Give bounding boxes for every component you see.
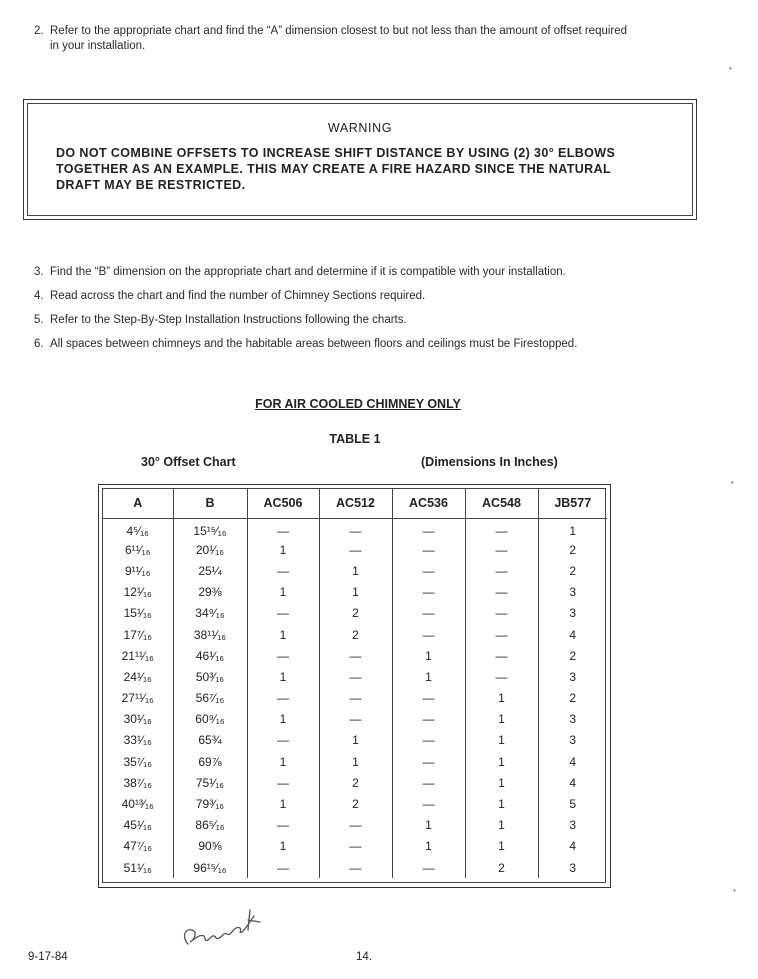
table-cell: — bbox=[392, 857, 465, 878]
table-cell: — bbox=[247, 560, 319, 581]
table-cell: 1 bbox=[465, 751, 538, 772]
table-cell: — bbox=[247, 518, 319, 539]
table-cell: — bbox=[465, 624, 538, 645]
table-cell: — bbox=[319, 709, 392, 730]
table-cell: 27¹¹⁄₁₆ bbox=[103, 688, 173, 709]
warning-text bbox=[56, 145, 676, 193]
step-5 bbox=[34, 313, 407, 328]
table-cell: 1 bbox=[465, 836, 538, 857]
table-row bbox=[103, 815, 607, 836]
table-cell: — bbox=[247, 815, 319, 836]
table-cell: — bbox=[392, 582, 465, 603]
table-cell: 1 bbox=[392, 645, 465, 666]
table-cell: 30¹⁄₁₆ bbox=[103, 709, 173, 730]
table-cell: 2 bbox=[569, 542, 577, 557]
step-text: All spaces between chimneys and the habitable areas between floors and ceilings must be Firestopped. bbox=[50, 338, 578, 350]
table-cell: — bbox=[392, 793, 465, 814]
table-row bbox=[103, 518, 607, 539]
table-cell: 1 bbox=[247, 793, 319, 814]
column-header: B bbox=[173, 489, 247, 518]
table-cell: 56⁷⁄₁₆ bbox=[173, 688, 247, 709]
scan-mark: • bbox=[729, 64, 732, 73]
table-cell: 3 bbox=[569, 606, 577, 621]
table-cell: 1 bbox=[392, 836, 465, 857]
table-cell: 1 bbox=[319, 582, 392, 603]
signature-drawing bbox=[178, 900, 264, 952]
table-cell: 1 bbox=[465, 772, 538, 793]
table-cell: 2 bbox=[569, 648, 577, 663]
handwritten-signature bbox=[178, 900, 264, 957]
table-cell: 3 bbox=[569, 669, 577, 684]
table-row bbox=[103, 709, 607, 730]
table-cell: — bbox=[392, 709, 465, 730]
section-title bbox=[0, 397, 716, 411]
column-header: A bbox=[103, 489, 173, 518]
table-cell: — bbox=[392, 603, 465, 624]
table-cell: 2 bbox=[319, 793, 392, 814]
table-row bbox=[103, 730, 607, 751]
table-cell: 69⅞ bbox=[173, 751, 247, 772]
table-cell: — bbox=[392, 624, 465, 645]
table-cell: — bbox=[247, 688, 319, 709]
table-cell: 1 bbox=[247, 836, 319, 857]
table-cell: 3 bbox=[569, 860, 577, 875]
table-row bbox=[103, 539, 607, 560]
table-cell: — bbox=[392, 688, 465, 709]
column-header: JB577 bbox=[538, 489, 607, 518]
offset-table-frame bbox=[98, 484, 611, 888]
table-body bbox=[103, 518, 607, 878]
table-cell: — bbox=[247, 645, 319, 666]
table-cell: 1 bbox=[465, 709, 538, 730]
table-row bbox=[103, 560, 607, 581]
page-number: 14. bbox=[356, 951, 372, 963]
table-cell: 51¹⁄₁₆ bbox=[103, 857, 173, 878]
table-cell: 1 bbox=[247, 751, 319, 772]
table-cell: 1 bbox=[319, 730, 392, 751]
table-cell: 4 bbox=[569, 839, 577, 854]
table-row bbox=[103, 793, 607, 814]
table-cell: 1 bbox=[465, 815, 538, 836]
step-number: 5. bbox=[34, 314, 44, 326]
step-number: 4. bbox=[34, 290, 44, 302]
table-row bbox=[103, 857, 607, 878]
column-header: AC512 bbox=[319, 489, 392, 518]
table-cell: 1 bbox=[392, 815, 465, 836]
table-cell: — bbox=[247, 730, 319, 751]
table-cell: 1 bbox=[319, 751, 392, 772]
table-cell: 47⁷⁄₁₆ bbox=[103, 836, 173, 857]
warning-line: TOGETHER AS AN EXAMPLE. THIS MAY CREATE A FIRE HAZARD SINCE THE NATURAL bbox=[56, 162, 612, 176]
table-cell: 4⁵⁄₁₆ bbox=[103, 518, 173, 539]
table-row bbox=[103, 666, 607, 687]
scan-mark: • bbox=[731, 478, 734, 487]
table-cell: 34⁹⁄₁₆ bbox=[173, 603, 247, 624]
step-number: 3. bbox=[34, 266, 44, 278]
table-cell: 1 bbox=[465, 688, 538, 709]
table-cell: 15¹⁵⁄₁₆ bbox=[173, 518, 247, 539]
table-cell: — bbox=[392, 518, 465, 539]
table-cell: 38¹¹⁄₁₆ bbox=[173, 624, 247, 645]
warning-line: DO NOT COMBINE OFFSETS TO INCREASE SHIFT DISTANCE BY USING (2) 30° ELBOWS bbox=[56, 146, 616, 160]
table-cell: 1 bbox=[247, 582, 319, 603]
table-cell: 96¹⁵⁄₁₆ bbox=[173, 857, 247, 878]
step-2 bbox=[34, 24, 627, 54]
table-cell: 35⁷⁄₁₆ bbox=[103, 751, 173, 772]
table-row bbox=[103, 603, 607, 624]
table-cell: 1 bbox=[247, 666, 319, 687]
table-cell: — bbox=[392, 539, 465, 560]
table-cell: — bbox=[247, 772, 319, 793]
table-cell: 2 bbox=[569, 563, 577, 578]
table-cell: 1 bbox=[247, 709, 319, 730]
table-cell: 75¹⁄₁₆ bbox=[173, 772, 247, 793]
table-cell: 2 bbox=[319, 772, 392, 793]
table-cell: 40¹³⁄₁₆ bbox=[103, 793, 173, 814]
table-cell: — bbox=[465, 582, 538, 603]
table-cell: 20¹⁄₁₆ bbox=[173, 539, 247, 560]
table-cell: — bbox=[319, 645, 392, 666]
column-header: AC548 bbox=[465, 489, 538, 518]
table-cell: — bbox=[392, 730, 465, 751]
step-number: 2. bbox=[34, 25, 44, 37]
step-3 bbox=[34, 265, 566, 280]
table-cell: 25¼ bbox=[173, 560, 247, 581]
table-cell: — bbox=[392, 560, 465, 581]
table-cell: 38⁷⁄₁₆ bbox=[103, 772, 173, 793]
table-cell: 3 bbox=[569, 818, 577, 833]
table-cell: 90⅝ bbox=[173, 836, 247, 857]
table-cell: 2 bbox=[569, 691, 577, 706]
table-cell: 5 bbox=[569, 797, 577, 812]
table-cell: 65¾ bbox=[173, 730, 247, 751]
table-cell: — bbox=[465, 560, 538, 581]
table-cell: — bbox=[465, 518, 538, 539]
table-cell: 46¹⁄₁₆ bbox=[173, 645, 247, 666]
table-cell: 1 bbox=[392, 666, 465, 687]
table-cell: — bbox=[247, 857, 319, 878]
table-cell: 45¹⁄₁₆ bbox=[103, 815, 173, 836]
table-cell: — bbox=[319, 688, 392, 709]
table-cell: 33¹⁄₁₆ bbox=[103, 730, 173, 751]
step-text: Refer to the appropriate chart and find the “A” dimension closest to but not less than the amount of offset required bbox=[50, 25, 628, 37]
table-row bbox=[103, 582, 607, 603]
table-cell: 1 bbox=[319, 560, 392, 581]
table-title: TABLE 1 bbox=[329, 432, 381, 446]
table-row bbox=[103, 645, 607, 666]
table-cell: — bbox=[319, 836, 392, 857]
table-cell: 15¹⁄₁₆ bbox=[103, 603, 173, 624]
table-cell: 21¹¹⁄₁₆ bbox=[103, 645, 173, 666]
table-cell: — bbox=[319, 857, 392, 878]
table-cell: 1 bbox=[247, 624, 319, 645]
table-cell: 86⁵⁄₁₆ bbox=[173, 815, 247, 836]
table-cell: 79³⁄₁₆ bbox=[173, 793, 247, 814]
table-cell: 1 bbox=[465, 730, 538, 751]
table-cell: 4 bbox=[569, 754, 577, 769]
table-cell: — bbox=[465, 666, 538, 687]
chart-label: 30° Offset Chart bbox=[141, 455, 236, 469]
step-4 bbox=[34, 289, 425, 304]
table-cell: 2 bbox=[319, 624, 392, 645]
step-6 bbox=[34, 337, 577, 352]
offset-chart-table bbox=[103, 489, 607, 878]
table-cell: 9¹¹⁄₁₆ bbox=[103, 560, 173, 581]
table-cell: 4 bbox=[569, 627, 577, 642]
table-cell: 3 bbox=[569, 712, 577, 727]
table-cell: 3 bbox=[569, 585, 577, 600]
offset-table-inner bbox=[102, 488, 606, 883]
column-header: AC506 bbox=[247, 489, 319, 518]
table-cell: 50³⁄₁₆ bbox=[173, 666, 247, 687]
step-number: 6. bbox=[34, 338, 44, 350]
dimensions-label: (Dimensions In Inches) bbox=[421, 455, 558, 469]
warning-line: DRAFT MAY BE RESTRICTED. bbox=[56, 178, 246, 192]
table-row bbox=[103, 836, 607, 857]
table-cell: — bbox=[319, 518, 392, 539]
table-cell: 4 bbox=[569, 775, 577, 790]
warning-box bbox=[23, 99, 697, 220]
table-cell: 12¹⁄₁₆ bbox=[103, 582, 173, 603]
table-cell: 24¹⁄₁₆ bbox=[103, 666, 173, 687]
table-cell: 1 bbox=[247, 539, 319, 560]
table-cell: 2 bbox=[465, 857, 538, 878]
table-cell: — bbox=[465, 645, 538, 666]
step-text: Read across the chart and find the number of Chimney Sections required. bbox=[50, 290, 426, 302]
table-cell: — bbox=[465, 603, 538, 624]
table-cell: — bbox=[465, 539, 538, 560]
table-cell: 6¹¹⁄₁₆ bbox=[103, 539, 173, 560]
table-row bbox=[103, 772, 607, 793]
table-cell: 2 bbox=[319, 603, 392, 624]
step-text-continued: in your installation. bbox=[50, 40, 146, 52]
table-cell: — bbox=[247, 603, 319, 624]
table-cell: 60⁹⁄₁₆ bbox=[173, 709, 247, 730]
table-header-row bbox=[103, 489, 607, 518]
footer-date: 9-17-84 bbox=[28, 951, 68, 963]
table-row bbox=[103, 751, 607, 772]
table-cell: — bbox=[392, 772, 465, 793]
step-text: Find the “B” dimension on the appropriate chart and determine if it is compatible with your installation. bbox=[50, 266, 566, 278]
step-text: Refer to the Step-By-Step Installation Instructions following the charts. bbox=[50, 314, 407, 326]
table-row bbox=[103, 688, 607, 709]
table-cell: 17⁷⁄₁₆ bbox=[103, 624, 173, 645]
table-row bbox=[103, 624, 607, 645]
table-cell: 29⅜ bbox=[173, 582, 247, 603]
table-cell: — bbox=[319, 666, 392, 687]
column-header: AC536 bbox=[392, 489, 465, 518]
table-cell: — bbox=[319, 815, 392, 836]
table-cell: 1 bbox=[465, 793, 538, 814]
section-title-text: FOR AIR COOLED CHIMNEY ONLY bbox=[255, 397, 461, 411]
table-cell: 1 bbox=[569, 524, 577, 539]
table-cell: 3 bbox=[569, 733, 577, 748]
warning-title: WARNING bbox=[327, 121, 393, 135]
table-cell: — bbox=[392, 751, 465, 772]
table-cell: — bbox=[319, 539, 392, 560]
scan-mark: • bbox=[733, 886, 736, 895]
